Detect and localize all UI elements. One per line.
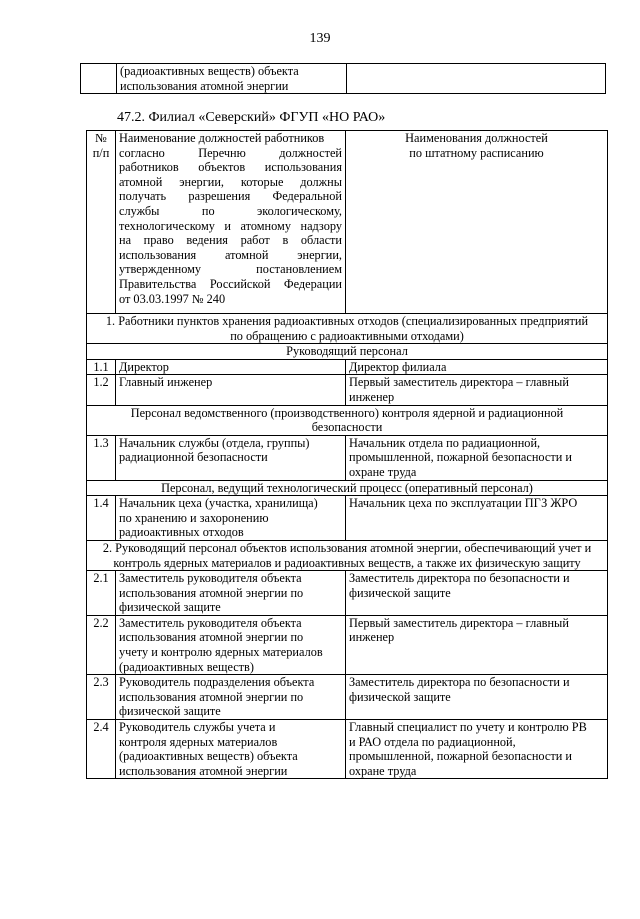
- staff-title: [346, 359, 608, 375]
- subgroup-heading-management: Руководящий персонал: [87, 344, 608, 360]
- text-line: контроль ядерных материалов и радиоактивных веществ, а также их физическую защиту: [113, 555, 581, 570]
- subgroup-row: [87, 405, 608, 435]
- text-line: безопасности: [311, 420, 383, 435]
- text-line: физической защите: [119, 600, 221, 615]
- staff-title: [347, 64, 606, 94]
- text-line: физической защите: [119, 704, 221, 719]
- text-line: использования атомной энергии по: [119, 630, 304, 645]
- text-line: Начальник цеха (участка, хранилища): [119, 496, 318, 511]
- text-line: Заместитель директора по безопасности и: [349, 675, 570, 690]
- text-line: Заместитель директора по безопасности и: [349, 571, 570, 586]
- text-line: инженер: [349, 630, 395, 645]
- text-line: по штатному расписанию: [409, 145, 544, 160]
- text-line: технологическому и атомному надзору: [119, 218, 342, 233]
- text-line: использования атомной энергии: [119, 763, 288, 778]
- text-line: Первый заместитель директора – главный: [349, 375, 569, 390]
- text-line: инженер: [349, 389, 395, 404]
- header-position-names: [116, 131, 346, 314]
- text-line: утвержденному постановлением: [119, 262, 342, 277]
- text-line: Персонал ведомственного (производственного) контроля ядерной и радиационной: [130, 405, 564, 420]
- text-line: на право ведения работ в области: [119, 233, 342, 248]
- group-heading-row: [87, 314, 608, 344]
- text-line: Наименования должностей: [405, 131, 548, 145]
- staff-title: [346, 375, 608, 405]
- text-line: Директор: [119, 359, 169, 374]
- text-line: Главный инженер: [119, 375, 213, 390]
- row-number: 2.3: [87, 675, 116, 720]
- position-name: [116, 359, 346, 375]
- subgroup-heading-safety-control: [87, 405, 608, 435]
- table-row: [87, 571, 608, 616]
- position-name: [117, 64, 347, 94]
- text-line: использования атомной энергии,: [119, 247, 342, 262]
- table-row: [87, 435, 608, 480]
- group-heading-1: [87, 314, 608, 344]
- text-line: Главный специалист по учету и контролю РВ: [349, 720, 587, 735]
- subgroup-heading-operations: Персонал, ведущий технологический процесс (оперативный персонал): [87, 480, 608, 496]
- staff-title: [346, 571, 608, 616]
- row-number: 1.4: [87, 496, 116, 541]
- position-name: [116, 720, 346, 779]
- text-line: согласно Перечню должностей: [119, 145, 342, 160]
- text-line: радиационной безопасности: [119, 450, 268, 465]
- text-line: (радиоактивных веществ): [119, 659, 254, 674]
- text-line: Правительства Российской Федерации: [119, 276, 342, 291]
- text-line: работников объектов использования: [119, 160, 342, 175]
- table-row: [87, 675, 608, 720]
- text-line: Заместитель руководителя объекта: [119, 571, 302, 586]
- table-row: [81, 64, 606, 94]
- text-line: использования атомной энергии по: [119, 689, 304, 704]
- header-number-pp: п/п: [92, 145, 110, 160]
- header-number-sign: №: [95, 131, 107, 145]
- text-line: контроля ядерных материалов: [119, 734, 278, 749]
- text-line: и РАО отдела по радиационной,: [349, 734, 516, 749]
- table-row: [87, 496, 608, 541]
- row-number: 1.2: [87, 375, 116, 405]
- text-line: службы по экологическому,: [119, 203, 342, 218]
- table-header-row: [87, 131, 608, 314]
- row-number: 2.1: [87, 571, 116, 616]
- previous-table-continuation: [80, 63, 606, 94]
- text-line: физической защите: [349, 689, 451, 704]
- text-line: Руководитель подразделения объекта: [119, 675, 315, 690]
- text-line: промышленной, пожарной безопасности и: [349, 450, 572, 465]
- text-line: промышленной, пожарной безопасности и: [349, 749, 572, 764]
- position-name: [116, 496, 346, 541]
- staff-title: [346, 675, 608, 720]
- text-line: получать разрешения Федеральной: [119, 189, 342, 204]
- text-line: по обращению с радиоактивными отходами): [230, 328, 464, 343]
- group-heading-row: [87, 540, 608, 570]
- text-line: физической защите: [349, 585, 451, 600]
- text-line: Наименование должностей работников: [119, 131, 325, 145]
- row-number: 1.3: [87, 435, 116, 480]
- staff-title: [346, 435, 608, 480]
- table-row: [87, 375, 608, 405]
- text-line: (радиоактивных веществ) объекта: [119, 749, 298, 764]
- text-line: 2. Руководящий персонал объектов использования атомной энергии, обеспечивающий учет и: [102, 540, 592, 555]
- text-line: Первый заместитель директора – главный: [349, 615, 569, 630]
- header-staff-titles: [346, 131, 608, 314]
- group-heading-2: [87, 540, 608, 570]
- text-line: Заместитель руководителя объекта: [119, 615, 302, 630]
- staff-title: [346, 720, 608, 779]
- position-name: [116, 615, 346, 674]
- positions-table: [86, 130, 608, 779]
- table-row: [87, 615, 608, 674]
- text-line: охране труда: [349, 763, 417, 778]
- page-number: 139: [309, 31, 331, 46]
- position-name: [116, 375, 346, 405]
- text-line: Начальник отдела по радиационной,: [349, 435, 541, 450]
- text-line: использования атомной энергии по: [119, 585, 304, 600]
- text-line: (радиоактивных веществ) объекта: [120, 64, 299, 78]
- text-line: Директор филиала: [349, 359, 447, 374]
- row-number: 2.4: [87, 720, 116, 779]
- header-number: [87, 131, 116, 314]
- text-line: учету и контролю ядерных материалов: [119, 645, 323, 660]
- section-title: 47.2. Филиал «Северский» ФГУП «НО РАО»: [117, 110, 386, 125]
- position-name: [116, 675, 346, 720]
- staff-title: [346, 615, 608, 674]
- text-line: от 03.03.1997 № 240: [119, 291, 226, 306]
- text-line: Руководитель службы учета и: [119, 720, 276, 735]
- table-row: [87, 720, 608, 779]
- row-number: 1.1: [87, 359, 116, 375]
- row-number: 2.2: [87, 615, 116, 674]
- subgroup-row: [87, 344, 608, 360]
- text-line: по хранению и захоронению: [119, 510, 269, 525]
- text-line: 1. Работники пунктов хранения радиоактивных отходов (специализированных предприятий: [105, 314, 589, 328]
- text-line: радиоактивных отходов: [119, 525, 244, 540]
- text-line: охране труда: [349, 464, 417, 479]
- staff-title: [346, 496, 608, 541]
- text-line: Начальник службы (отдела, группы): [119, 435, 310, 450]
- row-number: [81, 64, 117, 94]
- subgroup-row: [87, 480, 608, 496]
- text-line: использования атомной энергии: [120, 78, 289, 93]
- text-line: атомной энергии, которые должны: [119, 174, 342, 189]
- position-name: [116, 435, 346, 480]
- position-name: [116, 571, 346, 616]
- table-row: [87, 359, 608, 375]
- text-line: Начальник цеха по эксплуатации ПГЗ ЖРО: [349, 496, 578, 511]
